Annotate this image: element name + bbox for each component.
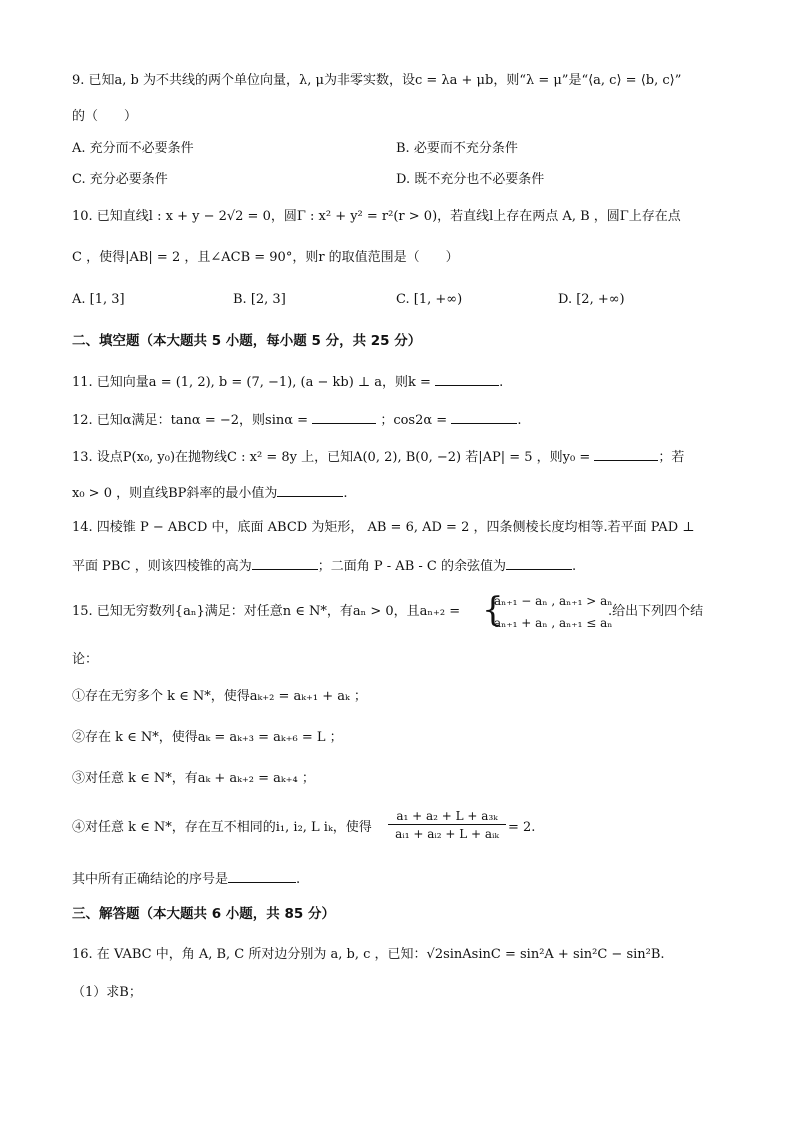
section-heading-solutions: 三、解答题（本大题共 6 小题，共 85 分） [72, 906, 335, 922]
q15-statement-2: ②存在 k ∈ N*，使得aₖ = aₖ₊₃ = aₖ₊₆ = L ； [72, 730, 343, 745]
q15-statement-1: ①存在无穷多个 k ∈ N*，使得aₖ₊₂ = aₖ₊₁ + aₖ ； [72, 689, 367, 704]
q12-text: 12. 已知α满足：tanα = −2，则sinα = [72, 413, 309, 428]
q13-text-2: x₀ > 0 ，则直线BP斜率的最小值为 [72, 486, 278, 501]
q16-stem: 16. 在 VABC 中，角 A, B, C 所对边分别为 a, b, c ，已知：√2sinAsinC = sin²A + sin²C − sin²B. [72, 947, 665, 962]
q15-ask-text: 其中所有正确结论的序号是 [72, 872, 229, 887]
q10-option-d: D. [2, +∞) [558, 292, 625, 307]
q12 [72, 411, 521, 430]
q15-ask-end: . [296, 872, 301, 887]
q15-fraction [388, 808, 506, 843]
q13-line2 [72, 484, 348, 503]
q15-brace: { [482, 590, 504, 630]
q11-end: . [499, 375, 504, 390]
q9-option-c: C. 充分必要条件 [72, 172, 168, 187]
q9-option-d: D. 既不充分也不必要条件 [396, 172, 545, 187]
q9-option-a: A. 充分而不必要条件 [72, 141, 194, 156]
q15-fraction-denominator: aᵢ₁ + aᵢ₂ + L + aᵢₖ [388, 824, 506, 843]
q15-post: .给出下列四个结 [608, 604, 704, 619]
q15-fraction-numerator: a₁ + a₂ + L + a₃ₖ [396, 809, 498, 823]
q14-line2 [72, 557, 576, 576]
q12-mid: ；cos2α = [380, 413, 448, 428]
q14-text-b: ；二面角 P - AB - C 的余弦值为 [317, 559, 506, 574]
q14-answer-blank-2[interactable] [506, 557, 572, 570]
q11-answer-blank[interactable] [435, 373, 499, 386]
q10-stem-line1: 10. 已知直线l : x + y − 2√2 = 0，圆Γ : x² + y² = r²(r > 0)，若直线l上存在两点 A, B ，圆Γ上存在点 [72, 209, 681, 224]
q14-answer-blank-1[interactable] [252, 557, 318, 570]
q13-answer-blank-1[interactable] [594, 448, 658, 461]
q13-line1-end: ；若 [658, 450, 685, 465]
q15-ask [72, 870, 300, 889]
q15-case-2: aₙ₊₁ + aₙ , aₙ₊₁ ≤ aₙ [494, 616, 613, 630]
q15-statement-4-end: = 2. [508, 820, 536, 835]
q11-text: 11. 已知向量a = (1, 2), b = (7, −1), (a − kb) ⊥ a，则k = [72, 375, 431, 390]
q15-pre: 15. 已知无穷数列{aₙ}满足：对任意n ∈ N*，有aₙ > 0，且aₙ₊₂ = [72, 604, 461, 619]
q15-line2: 论： [72, 652, 99, 667]
q15-case-1: aₙ₊₁ − aₙ , aₙ₊₁ > aₙ [494, 594, 613, 608]
q14-line2-end: . [571, 559, 577, 574]
q9-option-b: B. 必要而不充分条件 [396, 141, 518, 156]
q15-answer-blank[interactable] [228, 870, 296, 883]
q10-option-c: C. [1, +∞) [396, 292, 463, 307]
q11 [72, 373, 503, 392]
q12-answer-blank-1[interactable] [312, 411, 376, 424]
q10-option-a: A. [1, 3] [72, 292, 125, 307]
q13-line1 [72, 448, 684, 467]
q13-text: 13. 设点P(x₀, y₀)在抛物线C : x² = 8y 上，已知A(0, 2), B(0, −2) 若|AP| = 5 ，则y₀ = [72, 450, 591, 465]
q10-stem-line2: C ，使得|AB| = 2 ，且∠ACB = 90°，则r 的取值范围是（ ） [72, 250, 459, 265]
q14-line1: 14. 四棱锥 P − ABCD 中，底面 ABCD 为矩形， AB = 6, AD = 2 ，四条侧棱长度均相等.若平面 PAD ⊥ [72, 520, 695, 535]
section-heading-fill-in: 二、填空题（本大题共 5 小题，每小题 5 分，共 25 分） [72, 333, 422, 349]
q15-statement-3: ③对任意 k ∈ N*，有aₖ + aₖ₊₂ = aₖ₊₄ ； [72, 771, 315, 786]
q14-text-a: 平面 PBC ，则该四棱锥的高为 [72, 559, 252, 574]
q15-statement-4: ④对任意 k ∈ N*，存在互不相同的i₁, i₂, L iₖ，使得 [72, 820, 372, 835]
q16-part-1: （1）求B； [72, 985, 142, 1000]
q13-line2-end: . [343, 486, 348, 501]
q9-stem-line2: 的（ ） [72, 109, 138, 124]
q10-option-b: B. [2, 3] [233, 292, 286, 307]
q9-stem-line1: 9. 已知a, b 为不共线的两个单位向量，λ, μ为非零实数，设c = λa + μb，则“λ = μ”是“⟨a, c⟩ = ⟨b, c⟩” [72, 73, 682, 88]
q12-end: . [517, 413, 522, 428]
q12-answer-blank-2[interactable] [451, 411, 517, 424]
q13-answer-blank-2[interactable] [277, 484, 343, 497]
